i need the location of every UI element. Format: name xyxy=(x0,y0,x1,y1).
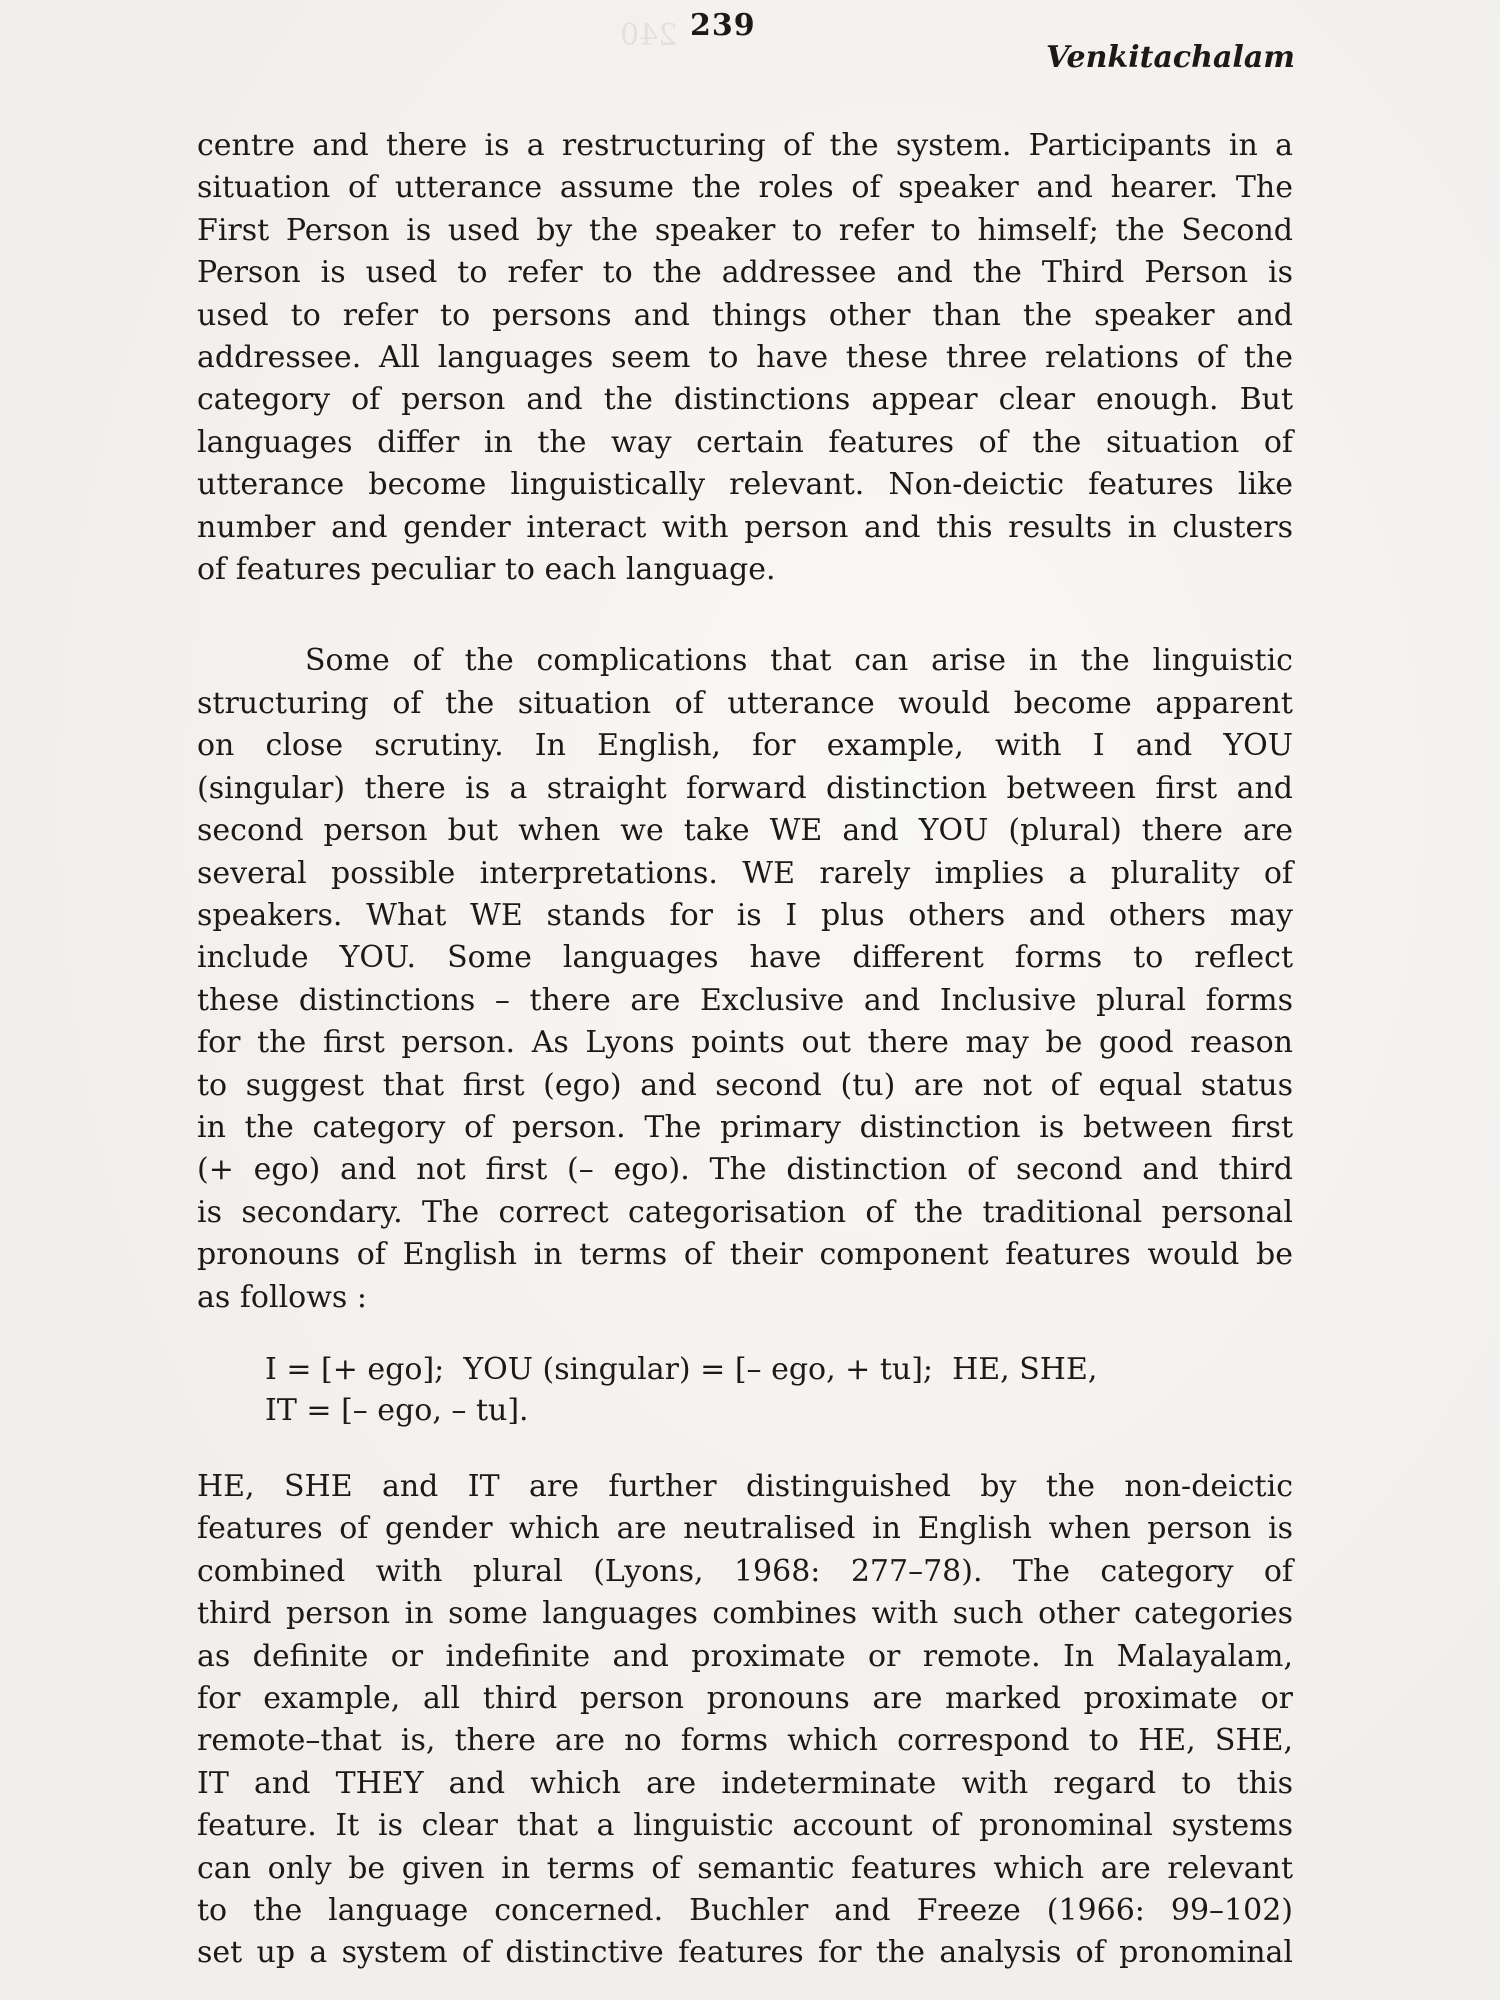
formula-line: I = [+ ego]; YOU (singular) = [– ego, + tu]; HE, SHE, xyxy=(265,1352,1098,1387)
text-line: remote–that is, there are no forms which correspond to HE, SHE, xyxy=(197,1723,1293,1759)
body-text-continued xyxy=(197,1466,1293,1975)
text-line: third person in some languages combines with such other categories xyxy=(197,1596,1293,1632)
text-line: utterance become linguistically relevant. Non-deictic features like xyxy=(197,467,1293,503)
text-line: IT and THEY and which are indeterminate with regard to this xyxy=(197,1765,1293,1801)
text-line: on close scrutiny. In English, for example, with I and YOU xyxy=(197,728,1293,764)
text-line: these distinctions – there are Exclusive and Inclusive plural forms xyxy=(197,982,1293,1018)
text-line: second person but when we take WE and YOU (plural) there are xyxy=(197,813,1293,849)
text-line: for the first person. As Lyons points out there may be good reason xyxy=(197,1025,1293,1061)
paragraph-3 xyxy=(197,1466,1293,1975)
formula-line: IT = [– ego, – tu]. xyxy=(265,1393,529,1428)
text-line: centre and there is a restructuring of the system. Participants in a xyxy=(197,128,1293,163)
text-line: to the language concerned. Buchler and Freeze (1966: 99–102) xyxy=(197,1893,1293,1929)
text-line: can only be given in terms of semantic features which are relevant xyxy=(197,1850,1293,1886)
text-line: is secondary. The correct categorisation of the traditional personal xyxy=(197,1194,1293,1230)
text-line: in the category of person. The primary distinction is between first xyxy=(197,1109,1293,1145)
page-number: 239 xyxy=(690,8,756,43)
text-line: to suggest that first (ego) and second (tu) are not of equal status xyxy=(197,1067,1293,1103)
text-line: features of gender which are neutralised in English when person is xyxy=(197,1511,1293,1547)
text-line: feature. It is clear that a linguistic account of pronominal systems xyxy=(197,1808,1293,1844)
bleed-through: 240 xyxy=(620,18,678,53)
text-line: combined with plural (Lyons, 1968: 277–78). The category of xyxy=(197,1553,1293,1589)
text-line: (singular) there is a straight forward distinction between first and xyxy=(197,770,1293,806)
pronoun-feature-formula xyxy=(265,1349,1265,1431)
text-line: several possible interpretations. WE rarely implies a plurality of xyxy=(197,855,1293,891)
text-line: used to refer to persons and things other than the speaker and xyxy=(197,297,1293,333)
text-line: structuring of the situation of utterance would become apparent xyxy=(197,685,1293,721)
text-line: as follows : xyxy=(197,1279,367,1315)
text-line: (+ ego) and not first (– ego). The distinction of second and third xyxy=(197,1152,1293,1188)
text-line: Person is used to refer to the addressee and the Third Person is xyxy=(197,255,1293,291)
text-line: pronouns of English in terms of their component features would be xyxy=(197,1237,1293,1273)
text-line: number and gender interact with person and this results in clusters xyxy=(197,509,1293,545)
text-line: set up a system of distinctive features for the analysis of pronominal xyxy=(197,1935,1293,1971)
text-line: include YOU. Some languages have different forms to reflect xyxy=(197,940,1293,976)
text-line: Some of the complications that can arise in the linguistic xyxy=(305,643,1293,679)
text-line: addressee. All languages seem to have these three relations of the xyxy=(197,340,1293,376)
text-line: category of person and the distinctions appear clear enough. But xyxy=(197,382,1293,418)
body-text xyxy=(197,125,1293,1319)
paragraph-2 xyxy=(197,640,1293,1319)
running-head: Venkitachalam xyxy=(1046,40,1295,75)
text-line: situation of utterance assume the roles of speaker and hearer. The xyxy=(197,170,1293,206)
text-line: First Person is used by the speaker to refer to himself; the Second xyxy=(197,212,1293,248)
text-line: languages differ in the way certain features of the situation of xyxy=(197,424,1293,460)
text-line: as definite or indefinite and proximate or remote. In Malayalam, xyxy=(197,1638,1293,1674)
text-line: HE, SHE and IT are further distinguished by the non-deictic xyxy=(197,1469,1293,1504)
text-line: of features peculiar to each language. xyxy=(197,552,776,588)
text-line: for example, all third person pronouns are marked proximate or xyxy=(197,1681,1293,1717)
paragraph-1 xyxy=(197,125,1293,591)
paragraph-gap xyxy=(197,591,1293,640)
text-line: speakers. What WE stands for is I plus others and others may xyxy=(197,897,1293,933)
